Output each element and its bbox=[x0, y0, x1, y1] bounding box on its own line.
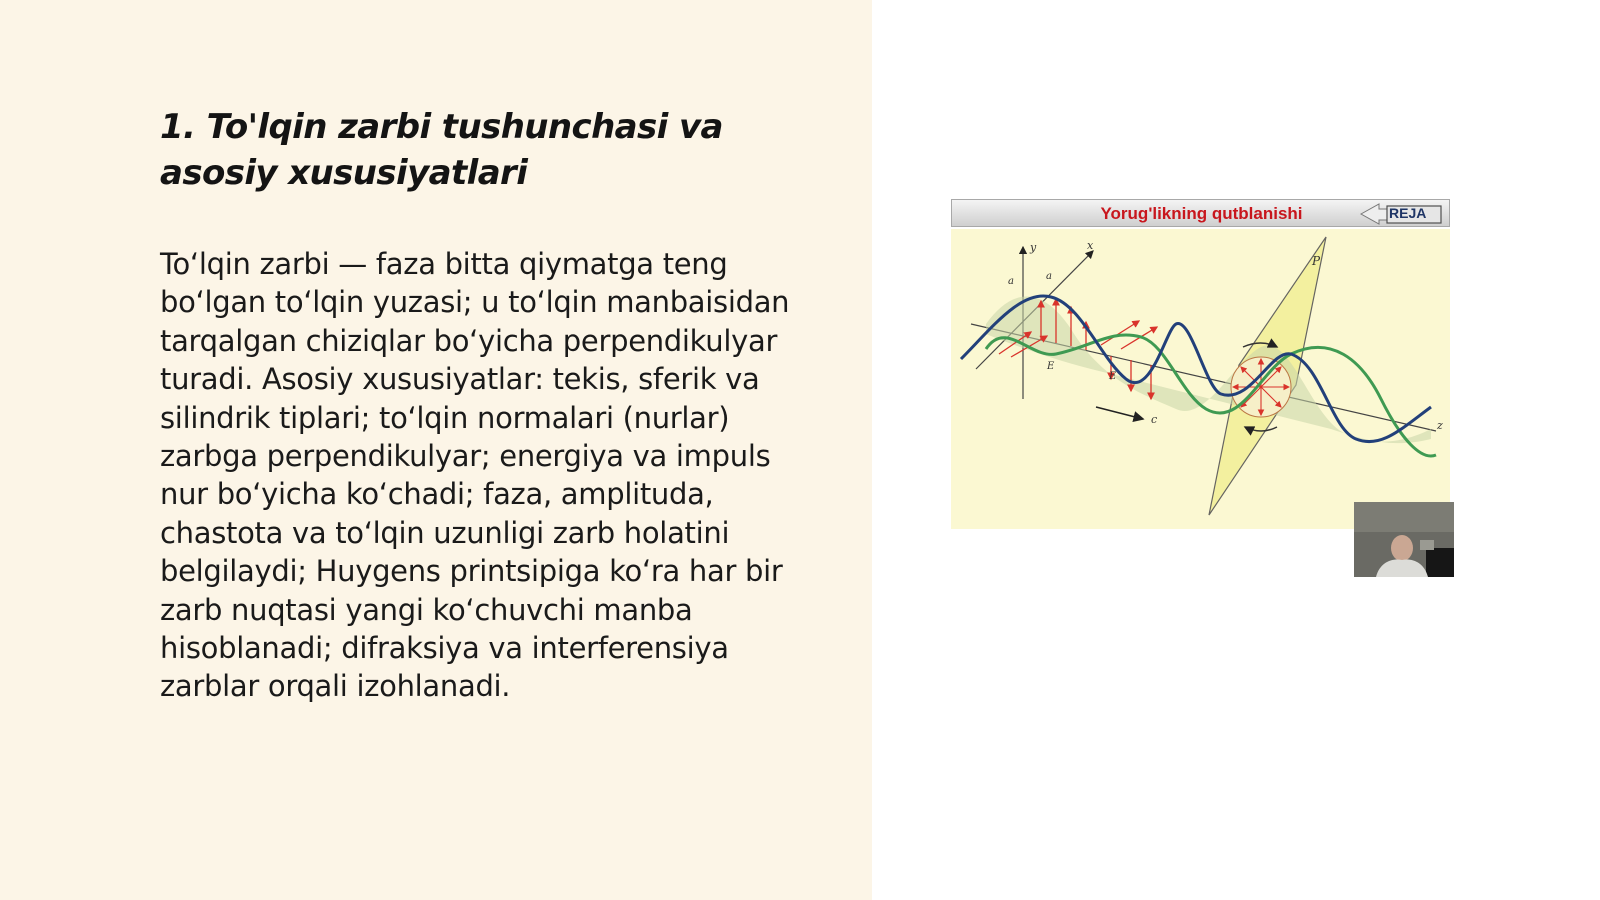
label-plane-p: P bbox=[1312, 254, 1321, 268]
label-ax: a bbox=[1046, 271, 1052, 282]
green-wave bbox=[986, 335, 1436, 456]
velocity-arrow bbox=[1096, 407, 1143, 419]
slide-title: 1. To'lqin zarbi tushunchasi va asosiy xususiyatlari bbox=[160, 107, 723, 193]
label-y: y bbox=[1030, 241, 1037, 254]
label-x: x bbox=[1087, 239, 1094, 252]
reja-button[interactable] bbox=[1359, 203, 1443, 225]
reja-button-label: REJA bbox=[1389, 205, 1427, 221]
wave-diagram bbox=[951, 229, 1450, 529]
label-ex: E bbox=[1047, 361, 1055, 372]
webcam-thumbnail bbox=[1354, 502, 1454, 577]
label-ey: E bbox=[1109, 371, 1117, 382]
label-ay: a bbox=[1008, 276, 1014, 287]
wave-diagram-svg bbox=[951, 229, 1450, 529]
figure-header-bar bbox=[951, 199, 1450, 227]
figure-title: Yorug'likning qutblanishi bbox=[1100, 204, 1303, 223]
label-z: z bbox=[1437, 419, 1443, 432]
label-c: c bbox=[1151, 413, 1158, 426]
slide-body-text: To‘lqin zarbi — faza bitta qiymatga teng bo‘lgan to‘lqin yuzasi; u to‘lqin manbaisidan tarqalgan chiziqlar bo‘yicha perpendikulyar turadi. Asosiy xususiyatlar: tekis, sferik va silindrik tiplari; to‘lqin normalari (nurlar) zarbga perpendikulyar; energiya va impuls nur bo‘yicha ko‘chadi; faza, amplituda, chastota va to‘lqin uzunligi zarb holatini belgilaydi; Huygens printsipiga ko‘ra har bir zarb nuqtasi yangi ko‘chuvchi manba hisoblanadi; difraksiya va interferensiya zarblar orqali izohlanadi. bbox=[160, 247, 790, 704]
presenter-avatar-icon bbox=[1354, 502, 1454, 577]
